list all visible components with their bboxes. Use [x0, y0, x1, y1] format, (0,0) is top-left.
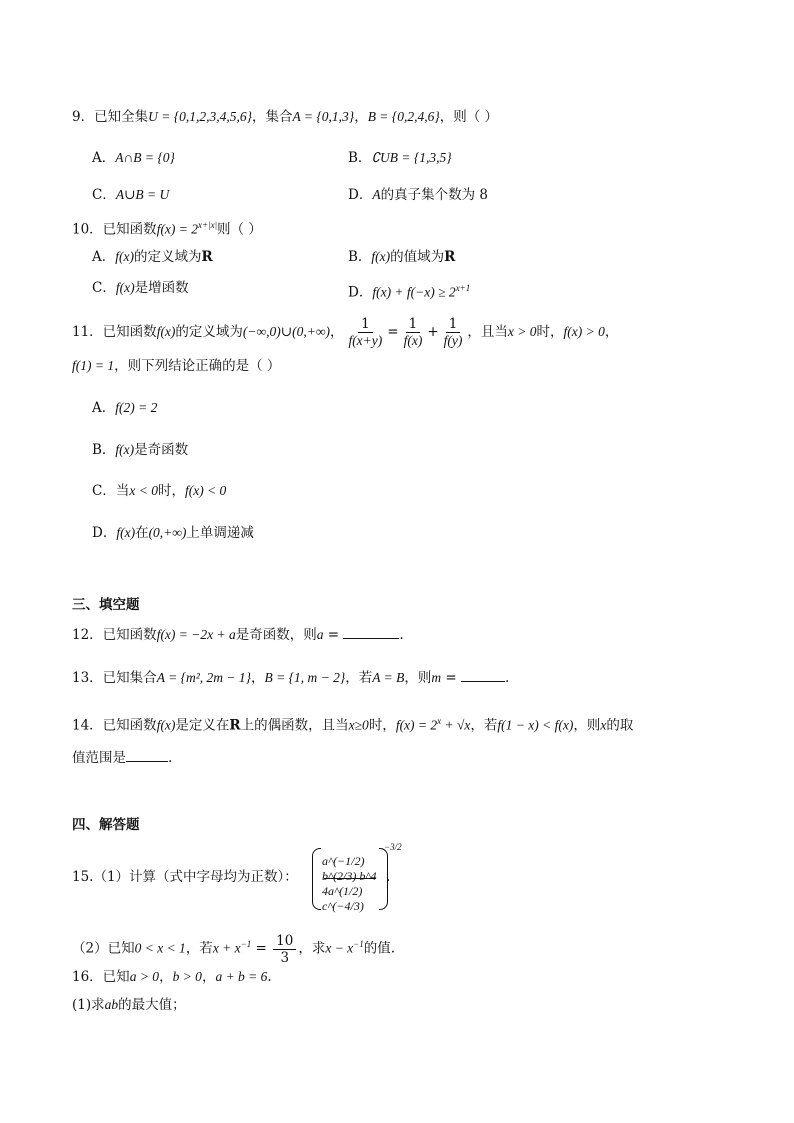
question-15-part-2: [72, 932, 395, 966]
fraction-numerator: 10: [273, 933, 296, 950]
q11-fraction-lhs: [345, 316, 385, 349]
q15-outer-exponent: −3/2: [384, 842, 402, 852]
q9-sep: ，: [354, 109, 368, 125]
q9-stem-c: ，则（ ）: [439, 109, 499, 125]
q14-prompt: 值范围是: [72, 750, 126, 766]
answer-blank[interactable]: [461, 669, 505, 682]
period: .: [399, 627, 404, 643]
option-interval: (0,+∞): [148, 525, 187, 540]
q12-stem-b: 是奇函数，则: [235, 627, 317, 643]
answer-blank[interactable]: [343, 626, 399, 639]
option-expr: f(x): [115, 280, 135, 295]
option-text: 的定义域为: [133, 249, 202, 265]
equals-sign: =: [441, 670, 462, 686]
q11-option-c: [92, 481, 226, 501]
q15-p2-fraction: [273, 933, 296, 966]
q10-option-b: [348, 247, 455, 267]
q14-stem-b: 是定义在: [175, 717, 230, 734]
q11-fx: f(x): [156, 324, 176, 339]
q13-var: m: [431, 670, 442, 685]
q9-option-b: [348, 148, 452, 168]
option-text: 当: [115, 483, 130, 499]
q15-p2-expr: x − x: [325, 940, 354, 956]
q14-set-r: R: [229, 717, 241, 734]
q13-set-b: B = {1, m − 2}: [264, 670, 346, 685]
q11-stem-b: 的定义域为: [175, 324, 243, 340]
option-text: f(2) = 2: [115, 400, 158, 415]
option-label: D．: [348, 284, 373, 301]
q13-stem: 13．已知集合: [72, 670, 157, 686]
q11-stem-e: ，: [604, 324, 619, 340]
q9-option-d: [348, 185, 488, 205]
period: .: [505, 670, 510, 686]
q14-stem-f: ，则: [573, 717, 601, 734]
q9-stem: 9．已知全集: [72, 109, 149, 125]
option-text-b: 时，: [157, 483, 185, 499]
q14-stem: 14．已知函数: [72, 717, 157, 734]
option-exponent: x+1: [455, 283, 471, 293]
q13-sep: ，: [251, 670, 265, 686]
q13-condition: A = B: [372, 670, 405, 685]
answer-blank[interactable]: [126, 749, 168, 762]
q9-universal-set: U = {0,1,2,3,4,5,6}: [148, 109, 253, 124]
q15-p2-stem: （2）已知: [72, 940, 135, 957]
q15-p2-condition: 0 < x < 1: [134, 940, 186, 956]
q11-stem-c: ，且当: [467, 324, 508, 340]
q12-expr: f(x) = −2x + a: [156, 627, 236, 642]
fraction-numerator: 1: [406, 316, 421, 333]
fraction-numerator: 1: [446, 316, 461, 333]
fraction-bar: [324, 878, 376, 879]
q9-option-c: [92, 185, 169, 205]
q14-line-2: [72, 748, 172, 768]
q10-expr: f(x) = 2: [156, 221, 199, 237]
plus-sign: +: [427, 324, 439, 340]
q11-given: f(1) = 1: [72, 358, 115, 373]
question-11: [72, 316, 618, 349]
q11-sep: ，: [329, 324, 344, 340]
option-label: C．: [92, 483, 116, 499]
option-text: 是增函数: [134, 280, 189, 296]
q10-option-a: [92, 247, 213, 267]
q15-stem: 15.（1）计算（式中字母均为正数）：: [72, 869, 298, 885]
q14-stem-d: 时，: [368, 717, 396, 734]
q15-p2-lhs: x + x: [212, 940, 241, 956]
q15-p2-stem-b: ，若: [185, 940, 213, 957]
period: .: [168, 750, 173, 766]
question-9: [72, 107, 498, 127]
option-text: ∁UB = {1,3,5}: [371, 150, 452, 165]
question-13: [72, 668, 509, 688]
q15-p2-stem-c: ，求: [298, 940, 326, 957]
option-cond: x < 0: [129, 483, 158, 498]
q14-inequality: f(1 − x) < f(x): [497, 717, 574, 733]
fraction-denominator: f(x+y): [348, 333, 383, 348]
q14-var: x: [600, 717, 607, 733]
q16-sep: ，: [159, 969, 173, 985]
option-expr: f(x): [116, 525, 136, 540]
fraction-denominator: f(y): [443, 333, 463, 348]
q11-condition-2: f(x) > 0: [563, 324, 605, 339]
question-15-part-1: [72, 867, 298, 887]
q11-option-d: [92, 523, 254, 543]
question-12: [72, 625, 404, 645]
q14-condition: x≥0: [348, 717, 369, 733]
q14-fx: f(x): [156, 717, 176, 733]
q10-exponent: x+|x|: [198, 220, 218, 230]
option-label: D．: [92, 525, 117, 541]
option-label: B．: [92, 442, 116, 458]
q16-cond-3: a + b = 6: [215, 969, 268, 984]
q15-expression: [312, 842, 402, 913]
option-text: 是奇函数: [134, 442, 189, 458]
option-var: A: [372, 187, 381, 202]
q15-numerator: a^(−1/2) b^(2/3) b^4: [322, 854, 377, 883]
q9-set-b: B = {0,2,4,6}: [367, 109, 440, 124]
q11-stem: 11．已知函数: [72, 324, 157, 340]
q11-option-b: [92, 440, 188, 460]
option-label: C．: [92, 280, 116, 296]
equals-sign: =: [323, 627, 344, 643]
option-label: C．: [92, 187, 116, 203]
section-4-heading: 四、解答题: [72, 817, 140, 833]
q14-exponent: x: [437, 716, 442, 726]
question-16: [72, 967, 272, 987]
q15-denominator: 4a^(1/2) c^(−4/3): [322, 884, 364, 913]
option-text: A∪B = U: [115, 187, 170, 202]
q12-var: a: [316, 627, 324, 642]
option-set-r: R: [201, 249, 213, 265]
equals-sign: =: [387, 324, 399, 340]
period: .: [267, 969, 272, 985]
q9-option-a: [92, 148, 175, 168]
q13-stem-c: ，则: [404, 670, 432, 686]
option-expr: f(x): [115, 442, 135, 457]
q9-stem-b: ，集合: [252, 109, 293, 125]
q10-stem-b: 则（ ）: [217, 221, 262, 238]
section-3-heading: 三、填空题: [72, 597, 140, 613]
exponent: −1: [353, 939, 364, 949]
q11-domain: (−∞,0)∪(0,+∞): [242, 324, 330, 339]
q16-stem: 16．已知: [72, 969, 130, 985]
q10-stem: 10．已知函数: [72, 221, 157, 238]
option-set-r: R: [444, 249, 456, 265]
q12-stem: 12．已知函数: [72, 627, 157, 643]
q13-set-a: A = {m², 2m − 1}: [156, 670, 252, 685]
q11-option-a: [92, 398, 157, 418]
q14-expr-b: + √x: [441, 717, 471, 733]
q15-period: .: [386, 869, 391, 885]
question-14: [72, 711, 633, 736]
option-text: A∩B = {0}: [115, 150, 175, 165]
q11-stem-d: 时，: [536, 324, 564, 340]
option-text-b: 上单调递减: [186, 525, 254, 541]
q14-stem-e: ，若: [470, 717, 498, 734]
q16-cond-2: b > 0: [172, 969, 202, 984]
option-label: D．: [348, 187, 373, 203]
fraction-denominator: 3: [280, 949, 290, 966]
fraction-denominator: f(x): [403, 333, 423, 348]
option-label: B．: [348, 150, 372, 166]
q16-p1-stem: (1)求: [72, 997, 105, 1013]
left-paren: [312, 848, 321, 910]
q10-option-c: [92, 278, 189, 298]
option-label: A．: [92, 150, 116, 166]
q15-p2-stem-d: 的值.: [363, 940, 396, 957]
option-expr: f(x) + f(−x) ≥ 2: [372, 284, 456, 300]
q14-stem-c: 上的偶函数，且当: [240, 717, 349, 734]
exponent: −1: [240, 939, 252, 949]
q14-stem-g: 的取: [606, 717, 634, 734]
option-label: A．: [92, 400, 116, 416]
q16-cond-1: a > 0: [129, 969, 160, 984]
q16-sep: ，: [201, 969, 216, 985]
option-text: 的值域为: [390, 249, 445, 265]
q11-line-2: [72, 356, 280, 376]
q11-fraction-rhs2: [441, 316, 466, 349]
q16-part-1: [72, 995, 186, 1015]
option-text: 的真子集个数为 8: [380, 187, 488, 203]
option-label: A．: [92, 249, 116, 265]
fraction-numerator: 1: [358, 316, 373, 333]
option-text: 在: [135, 525, 149, 541]
option-expr: f(x) < 0: [184, 483, 227, 498]
q13-stem-b: ，若: [345, 670, 373, 686]
option-expr: f(x): [371, 249, 391, 264]
q9-set-a: A = {0,1,3}: [292, 109, 355, 124]
q11-prompt: ，则下列结论正确的是（ ）: [114, 358, 281, 374]
q10-option-d: [348, 278, 470, 303]
option-expr: f(x): [115, 249, 134, 264]
q16-p1-var: ab: [104, 997, 119, 1012]
equals-sign: =: [251, 940, 272, 957]
q11-fraction-rhs1: [401, 316, 426, 349]
q14-expr: f(x) = 2: [395, 717, 438, 733]
question-10: [72, 215, 262, 240]
option-label: B．: [348, 249, 372, 265]
q16-p1-stem-b: 的最大值；: [118, 997, 186, 1013]
q11-condition: x > 0: [507, 324, 537, 339]
